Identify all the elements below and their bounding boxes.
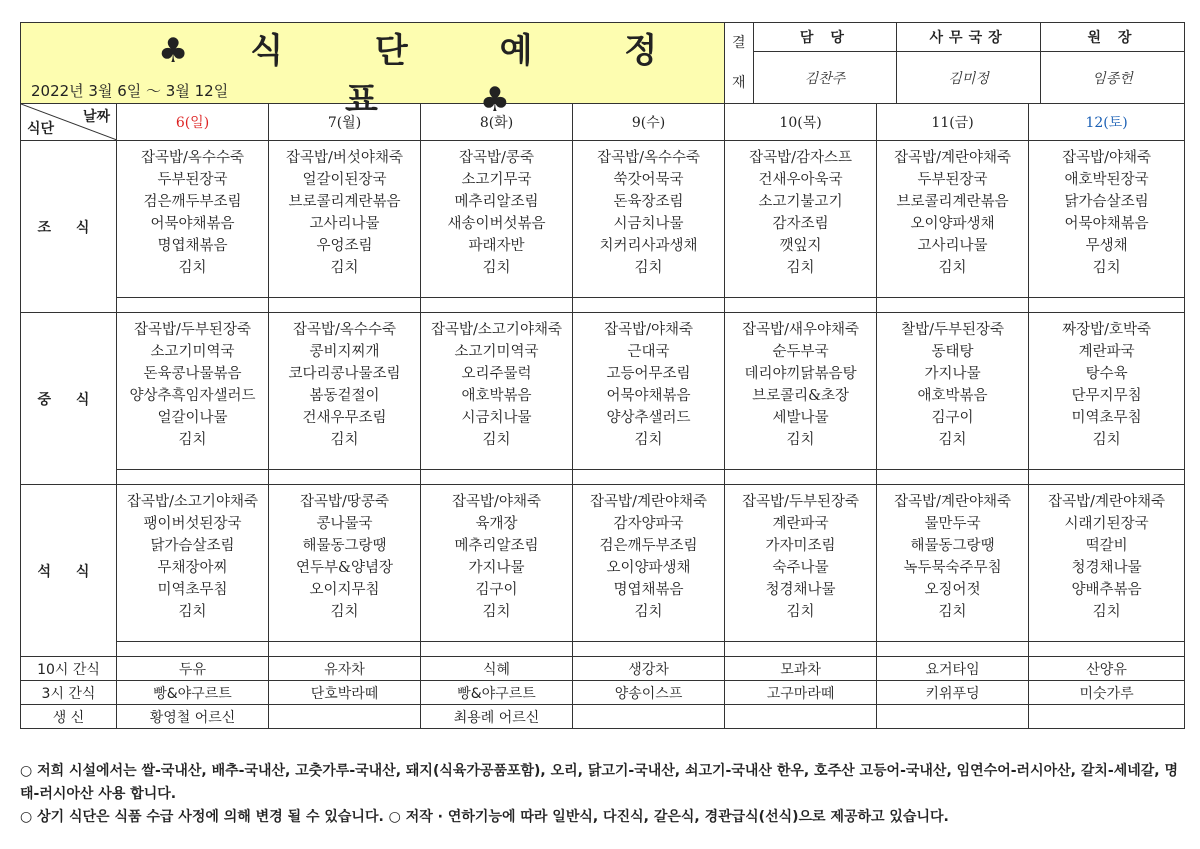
dish-item: 무채장아찌: [157, 560, 228, 576]
dish-item: 김치: [482, 604, 511, 620]
dish-item: 잡곡밥/계란야채죽: [894, 494, 1012, 510]
approval-header-director: 원 장: [1040, 23, 1184, 52]
meal-cell: [573, 313, 725, 470]
meal-label: 조 식: [21, 141, 117, 313]
meal-row: [21, 313, 1185, 470]
meal-cell: [1029, 313, 1185, 470]
dish-item: 김치: [786, 432, 815, 448]
dish-item: 잡곡밥/계란야채죽: [590, 494, 707, 510]
spacer-cell: [1029, 642, 1185, 657]
snack-item: 황영철 어르신: [117, 705, 269, 729]
dish-item: 김치: [938, 432, 967, 448]
dish-item: 새송이버섯볶음: [447, 216, 546, 232]
snack-item: [573, 705, 725, 729]
dish-item: 고등어무조림: [606, 366, 691, 382]
snack-item: 최용례 어르신: [421, 705, 573, 729]
dish-item: 가지나물: [924, 366, 981, 382]
snack-item: 요거타임: [877, 657, 1029, 681]
dish-item: 애호박된장국: [1064, 172, 1149, 188]
menu-table: [20, 22, 1185, 729]
dish-item: 고사리나물: [917, 238, 988, 254]
meal-cell: [1029, 485, 1185, 642]
dish-item: 검은깨두부조림: [143, 194, 242, 210]
meal-cell: [877, 485, 1029, 642]
dish-item: 코다리콩나물조림: [288, 366, 401, 382]
meal-cell: [725, 485, 877, 642]
dish-item: 탕수육: [1085, 366, 1128, 382]
dish-item: 검은깨두부조림: [599, 538, 698, 554]
dish-item: 감자조림: [772, 216, 829, 232]
dish-item: 김치: [938, 260, 967, 276]
spacer-cell: [877, 470, 1029, 485]
dish-item: 잡곡밥/야채죽: [1062, 150, 1152, 166]
meal-cell: [269, 313, 421, 470]
signature-manager: 김찬주: [753, 52, 897, 104]
approval-label-bottom: 재: [732, 75, 746, 91]
corner-date-label: 날짜: [82, 109, 110, 125]
dish-item: 잡곡밥/감자스프: [749, 150, 853, 166]
dish-item: 잡곡밥/소고기야채죽: [127, 494, 258, 510]
dish-item: 김구이: [475, 582, 518, 598]
dish-item: 어묵야채볶음: [606, 388, 691, 404]
spacer-cell: [269, 470, 421, 485]
dish-item: 잡곡밥/버섯야채죽: [286, 150, 403, 166]
spacer-cell: [573, 642, 725, 657]
dish-item: 김구이: [931, 410, 974, 426]
day-header: 6(일): [117, 104, 269, 141]
meal-row: [21, 485, 1185, 642]
dish-item: 닭가슴살조림: [1064, 194, 1149, 210]
day-header: 8(화): [421, 104, 573, 141]
dish-item: 잡곡밥/새우야채죽: [742, 322, 860, 338]
dish-item: 잡곡밥/옥수수죽: [597, 150, 700, 166]
meal-label: 중 식: [21, 313, 117, 485]
dish-item: 김치: [634, 604, 663, 620]
spacer-cell: [725, 298, 877, 313]
dish-item: 브로콜리계란볶음: [896, 194, 1009, 210]
page-title: [131, 23, 724, 121]
approval-header-manager: 담 당: [753, 23, 897, 52]
note-change: ○ 상기 식단은 식품 수급 사정에 의해 변경 될 수 있습니다. ○ 저작 · 연하기능에 따라 일반식, 다진식, 갈은식, 경관급식(선식)으로 제공하고 있습니다.: [20, 809, 949, 825]
snack-item: 산양유: [1029, 657, 1185, 681]
spacer-cell: [877, 298, 1029, 313]
club-left-icon: ♣: [157, 31, 189, 71]
meal-cell: [1029, 141, 1185, 298]
dish-item: 녹두묵숙주무침: [903, 560, 1002, 576]
dish-item: 숙주나물: [772, 560, 829, 576]
dish-item: 잡곡밥/두부된장죽: [134, 322, 251, 338]
signature-director: 임종헌: [1092, 70, 1133, 87]
spacer-cell: [117, 642, 269, 657]
dish-item: 해물동그랑땡: [910, 538, 995, 554]
spacer-cell: [1029, 470, 1185, 485]
dish-item: 두부된장국: [917, 172, 988, 188]
dish-item: 시금치나물: [613, 216, 684, 232]
spacer-cell: [725, 470, 877, 485]
dish-item: 어묵야채볶음: [1064, 216, 1149, 232]
dish-item: 애호박볶음: [461, 388, 532, 404]
dish-item: 김치: [482, 260, 511, 276]
dish-item: 돈육콩나물볶음: [143, 366, 242, 382]
dish-item: 김치: [330, 260, 359, 276]
dish-item: 소고기불고기: [758, 194, 843, 210]
dish-item: 잡곡밥/계란야채죽: [894, 150, 1012, 166]
meal-cell: [421, 485, 573, 642]
dish-item: 양상추샐러드: [606, 410, 691, 426]
meal-cell: [725, 141, 877, 298]
day-header: 11(금): [877, 104, 1029, 141]
approval-label-top: 결: [732, 35, 746, 51]
dish-item: 육개장: [475, 516, 518, 532]
dish-item: 김치: [1092, 260, 1121, 276]
dish-item: 김치: [1092, 604, 1121, 620]
snack-item: 단호박라떼: [269, 681, 421, 705]
dish-item: 얼갈이나물: [157, 410, 228, 426]
dish-item: 명엽채볶음: [157, 238, 228, 254]
dish-item: 잡곡밥/두부된장죽: [742, 494, 860, 510]
dish-item: 잡곡밥/야채죽: [604, 322, 693, 338]
meal-cell: [877, 141, 1029, 298]
dish-item: 김치: [330, 432, 359, 448]
dish-item: 잡곡밥/옥수수죽: [141, 150, 244, 166]
dish-item: 양상추흑임자샐러드: [129, 388, 256, 404]
day-header: 7(월): [269, 104, 421, 141]
dish-item: 떡갈비: [1085, 538, 1128, 554]
meal-row: [21, 141, 1185, 298]
snack-item: 식혜: [421, 657, 573, 681]
dish-item: 고사리나물: [309, 216, 380, 232]
dish-item: 치커리사과생채: [599, 238, 698, 254]
dish-item: 미역초무침: [157, 582, 228, 598]
spacer-cell: [877, 642, 1029, 657]
dish-item: 오징어젓: [924, 582, 981, 598]
dish-item: 잡곡밥/콩죽: [459, 150, 534, 166]
snack-item: 고구마라떼: [725, 681, 877, 705]
spacer-cell: [421, 642, 573, 657]
dish-item: 연두부&양념장: [296, 560, 393, 576]
dish-item: 오이지무침: [309, 582, 380, 598]
day-header: 12(토): [1029, 104, 1185, 141]
dish-item: 어묵야채볶음: [150, 216, 235, 232]
note-origin: ○ 저희 시설에서는 쌀-국내산, 배추-국내산, 고춧가루-국내산, 돼지(식육가공품포함), 오리, 닭고기-국내산, 쇠고기-국내산 한우, 호주산 고등어-국내산, 임연수어-러시아산, 갈치-세네갈, 명태-러시아산 사용 합니다.: [20, 763, 1178, 802]
dish-item: 짜장밥/호박죽: [1062, 322, 1152, 338]
dish-item: 잡곡밥/땅콩죽: [300, 494, 389, 510]
dish-item: 근대국: [627, 344, 670, 360]
spacer-cell: [269, 642, 421, 657]
dish-item: 명엽채볶음: [613, 582, 684, 598]
snack-label: 생 신: [21, 705, 117, 729]
dish-item: 찰밥/두부된장죽: [901, 322, 1005, 338]
spacer-cell: [117, 298, 269, 313]
dish-item: 청경채나물: [1071, 560, 1142, 576]
dish-item: 콩나물국: [316, 516, 373, 532]
meal-cell: [117, 485, 269, 642]
snack-item: 빵&야구르트: [117, 681, 269, 705]
snack-item: 모과차: [725, 657, 877, 681]
snack-item: 키위푸딩: [877, 681, 1029, 705]
dish-item: 잡곡밥/야채죽: [452, 494, 541, 510]
meal-cell: [117, 141, 269, 298]
dish-item: 닭가슴살조림: [150, 538, 235, 554]
spacer-cell: [421, 470, 573, 485]
dish-item: 오이양파생채: [910, 216, 995, 232]
snack-item: 두유: [117, 657, 269, 681]
dish-item: 계란파국: [772, 516, 829, 532]
spacer-cell: [421, 298, 573, 313]
dish-item: 계란파국: [1078, 344, 1135, 360]
dish-item: 데리야끼닭볶음탕: [744, 366, 857, 382]
dish-item: 메추리알조림: [454, 194, 539, 210]
dish-item: 팽이버섯된장국: [143, 516, 242, 532]
spacer-cell: [573, 470, 725, 485]
meal-label: 석 식: [21, 485, 117, 657]
dish-item: 우엉조림: [316, 238, 373, 254]
meal-cell: [269, 485, 421, 642]
dish-item: 소고기미역국: [150, 344, 235, 360]
dish-item: 해물동그랑땡: [302, 538, 387, 554]
dish-item: 동태탕: [931, 344, 974, 360]
snack-item: [877, 705, 1029, 729]
dish-item: 김치: [786, 260, 815, 276]
dish-item: 김치: [786, 604, 815, 620]
dish-item: 오이양파생채: [606, 560, 691, 576]
dish-item: 봄동겉절이: [309, 388, 380, 404]
dish-item: 미역초무침: [1071, 410, 1142, 426]
snack-label: 10시 간식: [21, 657, 117, 681]
corner-menu-label: 식단: [27, 121, 55, 137]
meal-cell: [573, 141, 725, 298]
meal-cell: [877, 313, 1029, 470]
spacer-cell: [573, 298, 725, 313]
club-right-icon: ♣: [479, 80, 511, 120]
dish-item: 애호박볶음: [917, 388, 988, 404]
dish-item: 김치: [1092, 432, 1121, 448]
spacer-row: [21, 298, 1185, 313]
meal-cell: [725, 313, 877, 470]
snack-row: [21, 657, 1185, 681]
dish-item: 두부된장국: [157, 172, 228, 188]
snack-item: 빵&야구르트: [421, 681, 573, 705]
dish-item: 메추리알조림: [454, 538, 539, 554]
dish-item: 건새우아욱국: [758, 172, 843, 188]
dish-item: 건새우무조림: [302, 410, 387, 426]
snack-label: 3시 간식: [21, 681, 117, 705]
dish-item: 잡곡밥/계란야채죽: [1048, 494, 1166, 510]
dish-item: 시래기된장국: [1064, 516, 1149, 532]
dish-item: 잡곡밥/소고기야채죽: [431, 322, 562, 338]
meal-cell: [421, 313, 573, 470]
snack-item: 미숫가루: [1029, 681, 1185, 705]
dish-item: 브로콜리계란볶음: [288, 194, 401, 210]
meal-cell: [117, 313, 269, 470]
dish-item: 브로콜리&초장: [752, 388, 850, 404]
snack-item: [269, 705, 421, 729]
snack-item: [1029, 705, 1185, 729]
spacer-row: [21, 642, 1185, 657]
meal-cell: [421, 141, 573, 298]
dish-item: 김치: [178, 604, 207, 620]
dish-item: 돈육장조림: [613, 194, 684, 210]
dish-item: 무생채: [1085, 238, 1128, 254]
approval-label: [725, 23, 753, 103]
dish-item: 물만두국: [924, 516, 981, 532]
approval-box: [725, 23, 1185, 104]
dish-item: 감자양파국: [613, 516, 684, 532]
spacer-row: [21, 470, 1185, 485]
day-header: 10(목): [725, 104, 877, 141]
signature-secretary: 김미정: [897, 52, 1041, 104]
dish-item: 김치: [178, 260, 207, 276]
snack-item: [725, 705, 877, 729]
dish-item: 가지나물: [468, 560, 525, 576]
dish-item: 김치: [482, 432, 511, 448]
spacer-cell: [1029, 298, 1185, 313]
dish-item: 오리주물럭: [461, 366, 532, 382]
date-range: 2022년 3월 6일 ～ 3월 12일: [31, 82, 229, 100]
dish-item: 김치: [938, 604, 967, 620]
approval-header-secretary: 사무국장: [897, 23, 1041, 52]
title-text: 식 단 예 정 표: [250, 31, 698, 120]
corner-header: [21, 104, 117, 141]
dish-item: 가자미조림: [765, 538, 836, 554]
dish-item: 양배추볶음: [1071, 582, 1142, 598]
notes: [20, 760, 1184, 829]
dish-item: 순두부국: [772, 344, 829, 360]
dish-item: 소고기미역국: [454, 344, 539, 360]
snack-item: 유자차: [269, 657, 421, 681]
snack-item: 양송이스프: [573, 681, 725, 705]
dish-item: 쑥갓어묵국: [613, 172, 684, 188]
dish-item: 청경채나물: [765, 582, 836, 598]
snack-row: [21, 681, 1185, 705]
dish-item: 얼갈이된장국: [302, 172, 387, 188]
dish-item: 김치: [634, 260, 663, 276]
dish-item: 세발나물: [772, 410, 829, 426]
snack-row: [21, 705, 1185, 729]
dish-item: 콩비지찌개: [309, 344, 380, 360]
dish-item: 소고기무국: [461, 172, 532, 188]
spacer-cell: [117, 470, 269, 485]
dish-item: 깻잎지: [779, 238, 822, 254]
day-header: 9(수): [573, 104, 725, 141]
meal-cell: [269, 141, 421, 298]
dish-item: 시금치나물: [461, 410, 532, 426]
spacer-cell: [269, 298, 421, 313]
dish-item: 김치: [634, 432, 663, 448]
meal-cell: [573, 485, 725, 642]
menu-sheet: [20, 22, 1184, 729]
dish-item: 잡곡밥/옥수수죽: [293, 322, 396, 338]
dish-item: 김치: [330, 604, 359, 620]
dish-item: 파래자반: [468, 238, 525, 254]
spacer-cell: [725, 642, 877, 657]
dish-item: 단무지무침: [1071, 388, 1142, 404]
dish-item: 김치: [178, 432, 207, 448]
snack-item: 생강차: [573, 657, 725, 681]
